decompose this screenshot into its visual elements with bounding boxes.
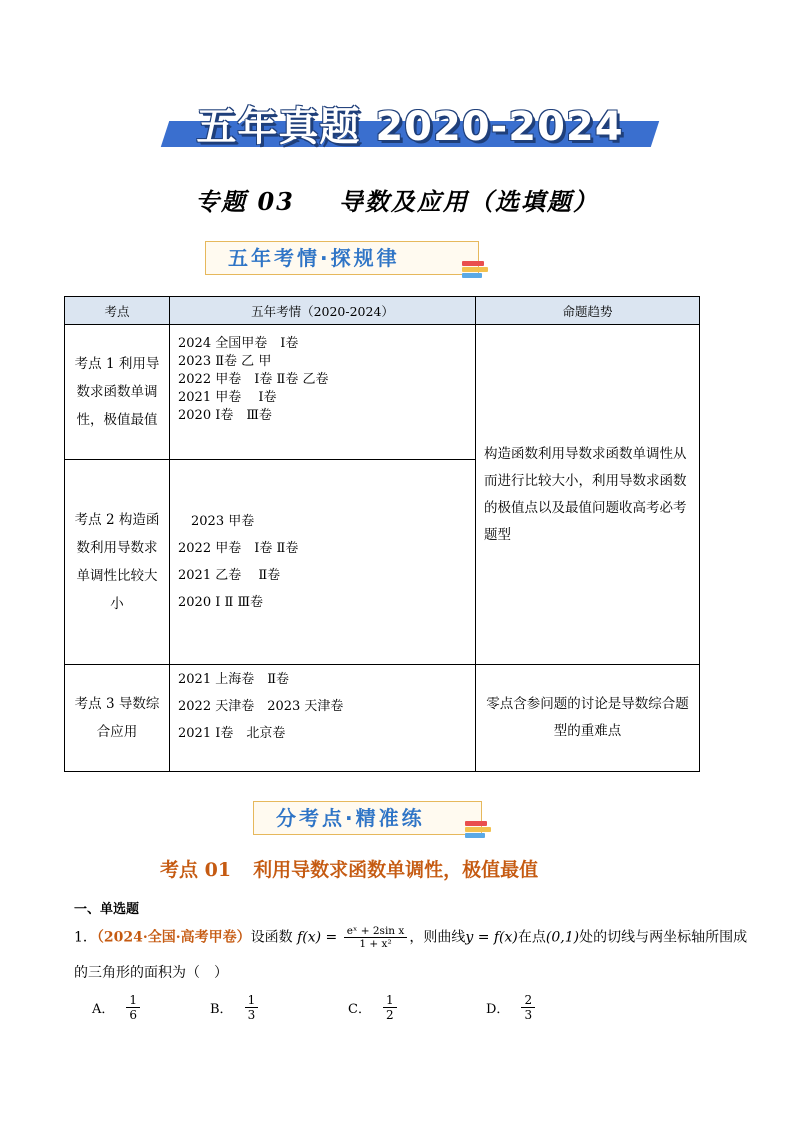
fraction-denominator: 3 [247, 1008, 256, 1022]
year-line: 2021 上海卷 Ⅱ卷 [178, 671, 290, 687]
years-cell [170, 665, 476, 772]
kp-name: 利用导数求函数单调性，极值最值 [253, 859, 539, 881]
fraction-denominator: 2 [385, 1008, 394, 1022]
section-label-text: 五年考情·探规律 [228, 246, 400, 270]
fraction-numerator: 1 [245, 993, 259, 1008]
years-cell [170, 460, 476, 665]
section-label-text: 分考点·精准练 [276, 806, 425, 830]
year-line: 2022 天津卷 2023 天津卷 [178, 698, 344, 714]
option-c[interactable] [348, 993, 399, 1022]
table-row [65, 665, 700, 772]
question-type: 一、单选题 [74, 902, 140, 917]
topic-title [0, 182, 794, 217]
option-fraction [245, 993, 259, 1022]
header-cell: 命题趋势 [476, 297, 700, 325]
year-line: 2021 Ⅰ卷 北京卷 [178, 725, 286, 741]
fraction-denominator: 6 [129, 1008, 138, 1022]
books-icon [462, 260, 488, 280]
year-line: 2022 甲卷 Ⅰ卷 Ⅱ卷 乙卷 [178, 372, 329, 387]
option-a[interactable] [92, 993, 142, 1022]
knowledge-point-title [160, 855, 538, 882]
point-cell: 考点 3 导数综合应用 [65, 665, 170, 772]
header-cell: 考点 [65, 297, 170, 325]
banner [165, 95, 655, 153]
question-text: 处的切线与两坐标轴所围成 [579, 929, 748, 946]
question-1-line2: 的三角形的面积为（ ） [74, 965, 228, 981]
option-fraction [383, 993, 397, 1022]
question-text: ，则曲线 [409, 929, 466, 946]
trend-table [64, 296, 700, 772]
option-label: B． [210, 1002, 233, 1017]
option-label: C． [348, 1002, 371, 1017]
kp-code: 考点 01 [160, 859, 232, 881]
option-d[interactable] [486, 993, 537, 1022]
year-line: 2023 甲卷 [178, 514, 255, 529]
function-expr: f(x) = [297, 929, 338, 946]
trend-cell: 构造函数利用导数求函数单调性从而进行比较大小，利用导数求函数的极值点以及最值问题收高考必考题型 [476, 325, 700, 665]
books-icon [465, 820, 491, 840]
year-line: 2021 甲卷 Ⅰ卷 [178, 390, 277, 405]
fraction-numerator: 1 [383, 993, 397, 1008]
year-line: 2020 Ⅰ Ⅱ Ⅲ卷 [178, 595, 263, 610]
fraction-numerator: eˣ + 2sin x [344, 925, 408, 938]
year-line: 2020 Ⅰ卷 Ⅲ卷 [178, 408, 272, 423]
option-fraction [126, 993, 140, 1022]
banner-title: 五年真题 2020-2024 [196, 104, 624, 150]
fraction-denominator: 3 [524, 1008, 533, 1022]
fraction-numerator: 1 [126, 993, 140, 1008]
table-header-row [65, 297, 700, 325]
question-1 [74, 925, 747, 950]
table-row [65, 325, 700, 460]
year-line: 2022 甲卷 Ⅰ卷 Ⅱ卷 [178, 541, 299, 556]
section-label-practice [253, 801, 482, 835]
question-number: 1． [74, 929, 97, 946]
question-text: 设函数 [250, 929, 293, 946]
year-line: 2021 乙卷 Ⅱ卷 [178, 568, 281, 583]
fraction-denominator: 1 + x² [359, 938, 392, 950]
question-source: （2024·全国·高考甲卷） [96, 929, 251, 946]
question-text: 在点 [517, 929, 546, 946]
years-cell [170, 325, 476, 460]
topic-code: 专题 03 [195, 187, 295, 216]
trend-cell: 零点含参问题的讨论是导数综合题型的重难点 [476, 665, 700, 772]
header-cell: 五年考情（2020-2024） [170, 297, 476, 325]
option-label: A． [92, 1002, 115, 1017]
point-cell: 考点 2 构造函数利用导数求单调性比较大小 [65, 460, 170, 665]
option-b[interactable] [210, 993, 260, 1022]
topic-name: 导数及应用（选填题） [338, 187, 599, 216]
point-expr: (0,1) [545, 929, 580, 946]
point-cell: 考点 1 利用导数求函数单调性，极值最值 [65, 325, 170, 460]
year-line: 2023 Ⅱ卷 乙 甲 [178, 354, 272, 369]
option-fraction [521, 993, 535, 1022]
year-line: 2024 全国甲卷 Ⅰ卷 [178, 336, 299, 351]
section-label-trend [205, 241, 479, 275]
fraction-numerator: 2 [521, 993, 535, 1008]
option-label: D． [486, 1002, 510, 1017]
function-fraction [344, 925, 408, 950]
curve-expr: y = f(x) [465, 929, 518, 946]
